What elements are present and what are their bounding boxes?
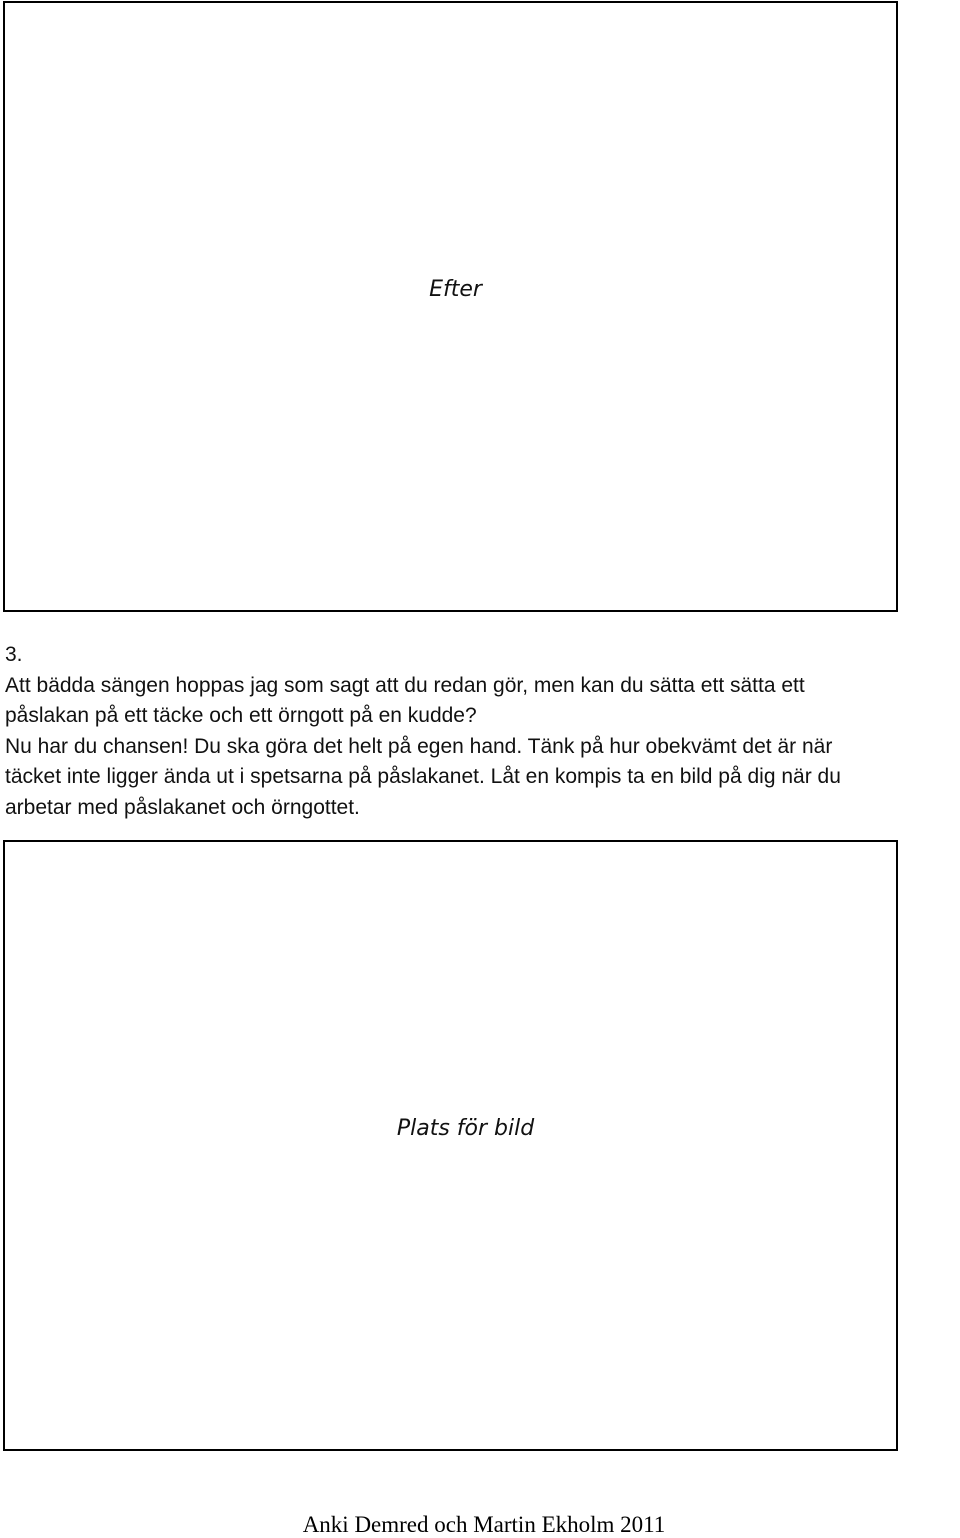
footer-credit: Anki Demred och Martin Ekholm 2011 — [302, 1512, 666, 1537]
instruction-line: påslakan på ett täcke och ett örngott på en kudde? — [5, 704, 477, 727]
after-label: Efter — [429, 277, 482, 302]
photo-placeholder-label: Plats för bild — [396, 1116, 535, 1141]
instruction-line: Att bädda sängen hoppas jag som sagt att du redan gör, men kan du sätta ett sätta ett — [5, 673, 805, 697]
step-number: 3. — [5, 643, 23, 666]
instruction-line: täcket inte ligger ända ut i spetsarna på påslakanet. Låt en kompis ta en bild på dig när du — [5, 765, 841, 788]
instruction-line: arbetar med påslakanet och örngottet. — [5, 795, 360, 819]
photo-placeholder-after — [3, 1, 898, 612]
photo-placeholder — [3, 840, 898, 1451]
instruction-text — [5, 640, 957, 823]
instruction-line: Nu har du chansen! Du ska göra det helt på egen hand. Tänk på hur obekvämt det är när — [5, 734, 833, 758]
